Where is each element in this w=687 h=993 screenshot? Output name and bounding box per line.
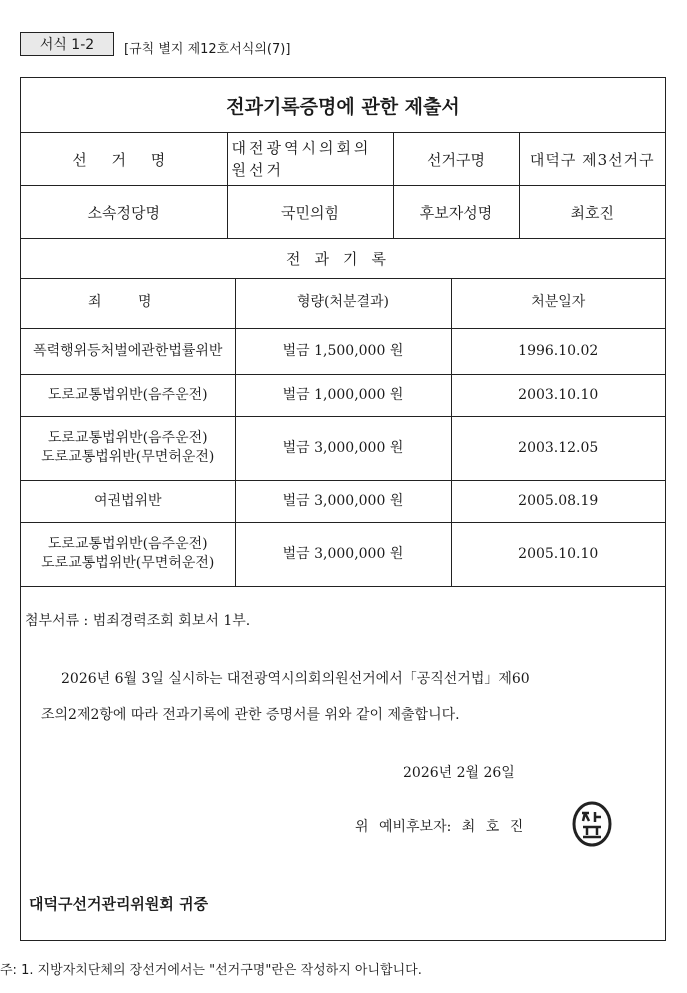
crime-name: 여권법위반 [93,492,162,509]
table-row [21,374,665,416]
header-crime: 죄 명 [21,278,235,328]
date-cell: 1996.10.02 [451,328,665,374]
candidate-info-table [21,132,665,239]
table-row [21,480,665,522]
submission-date: 2026년 2월 26일 [403,765,515,781]
district-label: 선거구명 [393,133,519,186]
crime-name: 도로교통법위반(음주운전) [47,536,208,552]
penalty-cell: 벌금 1,500,000 원 [235,328,451,374]
statement-line: 2026년 6월 3일 실시하는 대전광역시의회의원선거에서「공직선거법」제60 [61,671,530,687]
crime-name: 폭력행위등처벌에관한법률위반 [33,342,223,359]
penalty-cell: 벌금 3,000,000 원 [235,480,451,522]
candidate-value: 최호진 [519,186,665,239]
document-frame [20,77,666,941]
footnote: 주: 1. 지방자치단체의 장선거에서는 "선거구명"란은 작성하지 아니합니다. [0,963,422,978]
table-row [21,328,665,374]
candidate-label: 후보자성명 [393,186,519,239]
party-value: 국민의힘 [227,186,393,239]
document-title: 전과기록증명에 관한 제출서 [21,78,665,133]
header-penalty: 형량(처분결과) [235,278,451,328]
crime-name: 도로교통법위반(무면허운전) [41,449,215,465]
election-label: 선 거 명 [21,133,227,186]
penalty-cell: 벌금 1,000,000 원 [235,374,451,416]
date-cell: 2005.10.10 [451,522,665,586]
crime-name: 도로교통법위반(음주운전) [47,386,208,403]
election-value: 대전광역시의회의원선거 [227,133,393,186]
date-cell: 2003.12.05 [451,416,665,480]
seal-stamp-icon [571,801,613,847]
party-label: 소속정당명 [21,186,227,239]
header-date: 처분일자 [451,278,665,328]
crime-cell [21,522,235,586]
records-section-title: 전과기록 [21,238,665,279]
crime-cell [21,416,235,480]
crime-cell [21,480,235,522]
penalty-cell: 벌금 3,000,000 원 [235,522,451,586]
submission-statement [41,661,651,733]
crime-name: 도로교통법위반(음주운전) [47,430,208,446]
crime-name: 도로교통법위반(무면허운전) [41,555,215,571]
table-row [21,522,665,586]
attachment-note: 첨부서류 : 범죄경력조회 회보서 1부. [25,613,251,629]
table-row [21,416,665,480]
date-cell: 2003.10.10 [451,374,665,416]
district-value: 대덕구 제3선거구 [519,133,665,186]
form-number-box: 서식 1-2 [20,32,114,56]
statement-line: 조의2제2항에 따라 전과기록에 관한 증명서를 위와 같이 제출합니다. [41,707,460,723]
penalty-cell: 벌금 3,000,000 원 [235,416,451,480]
recipient: 대덕구선거관리위원회 귀중 [29,895,209,913]
crime-cell [21,328,235,374]
crime-cell [21,374,235,416]
form-reference: [규칙 별지 제12호서식의(7)] [124,42,291,57]
signature-line: 위 예비후보자: 최 호 진 [355,819,524,835]
date-cell: 2005.08.19 [451,480,665,522]
criminal-records-table [21,278,665,587]
